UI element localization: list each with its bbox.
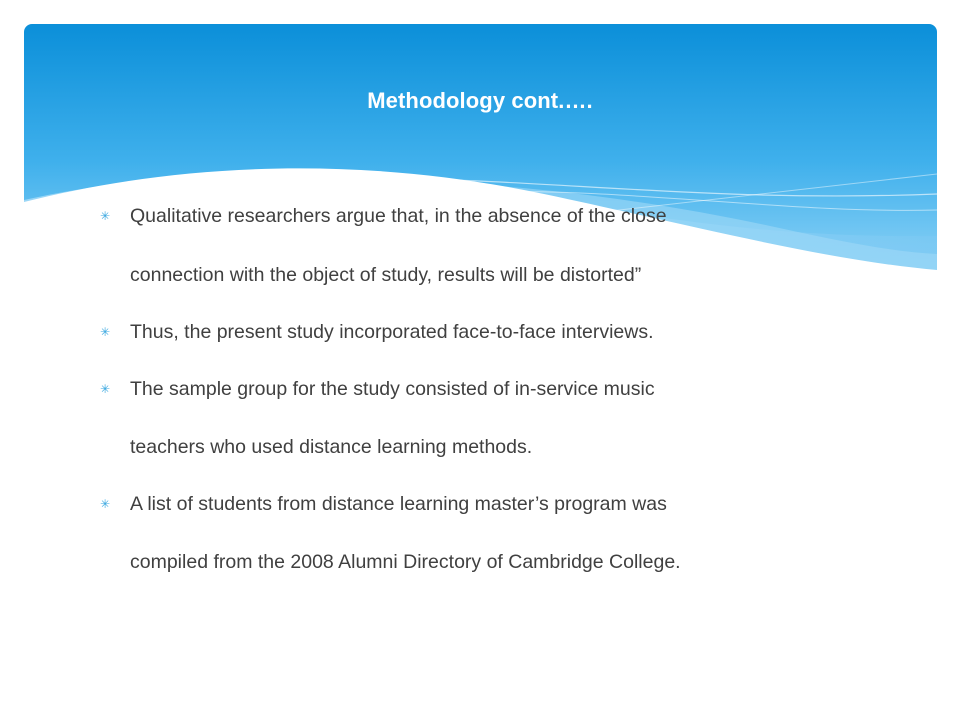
bullet-1-line-1: Qualitative researchers argue that, in the absence of the close (130, 205, 667, 227)
bullet-1-line-2: connection with the object of study, results will be distorted” (130, 264, 642, 286)
bullet-4-line-2: compiled from the 2008 Alumni Directory of Cambridge College. (130, 551, 681, 573)
asterisk-bullet-icon: ✳ (100, 325, 111, 339)
asterisk-bullet-icon: ✳ (100, 497, 111, 511)
bullet-4-line-1: A list of students from distance learning master’s program was (130, 493, 667, 515)
bullet-3-line-1: The sample group for the study consisted of in-service music (130, 378, 655, 400)
asterisk-bullet-icon: ✳ (100, 382, 111, 396)
bullet-2-line-1: Thus, the present study incorporated face-to-face interviews. (130, 321, 654, 343)
asterisk-bullet-icon: ✳ (100, 209, 111, 223)
slide-title: Methodology cont.…. (367, 88, 593, 113)
bullet-3-line-2: teachers who used distance learning methods. (130, 436, 533, 458)
